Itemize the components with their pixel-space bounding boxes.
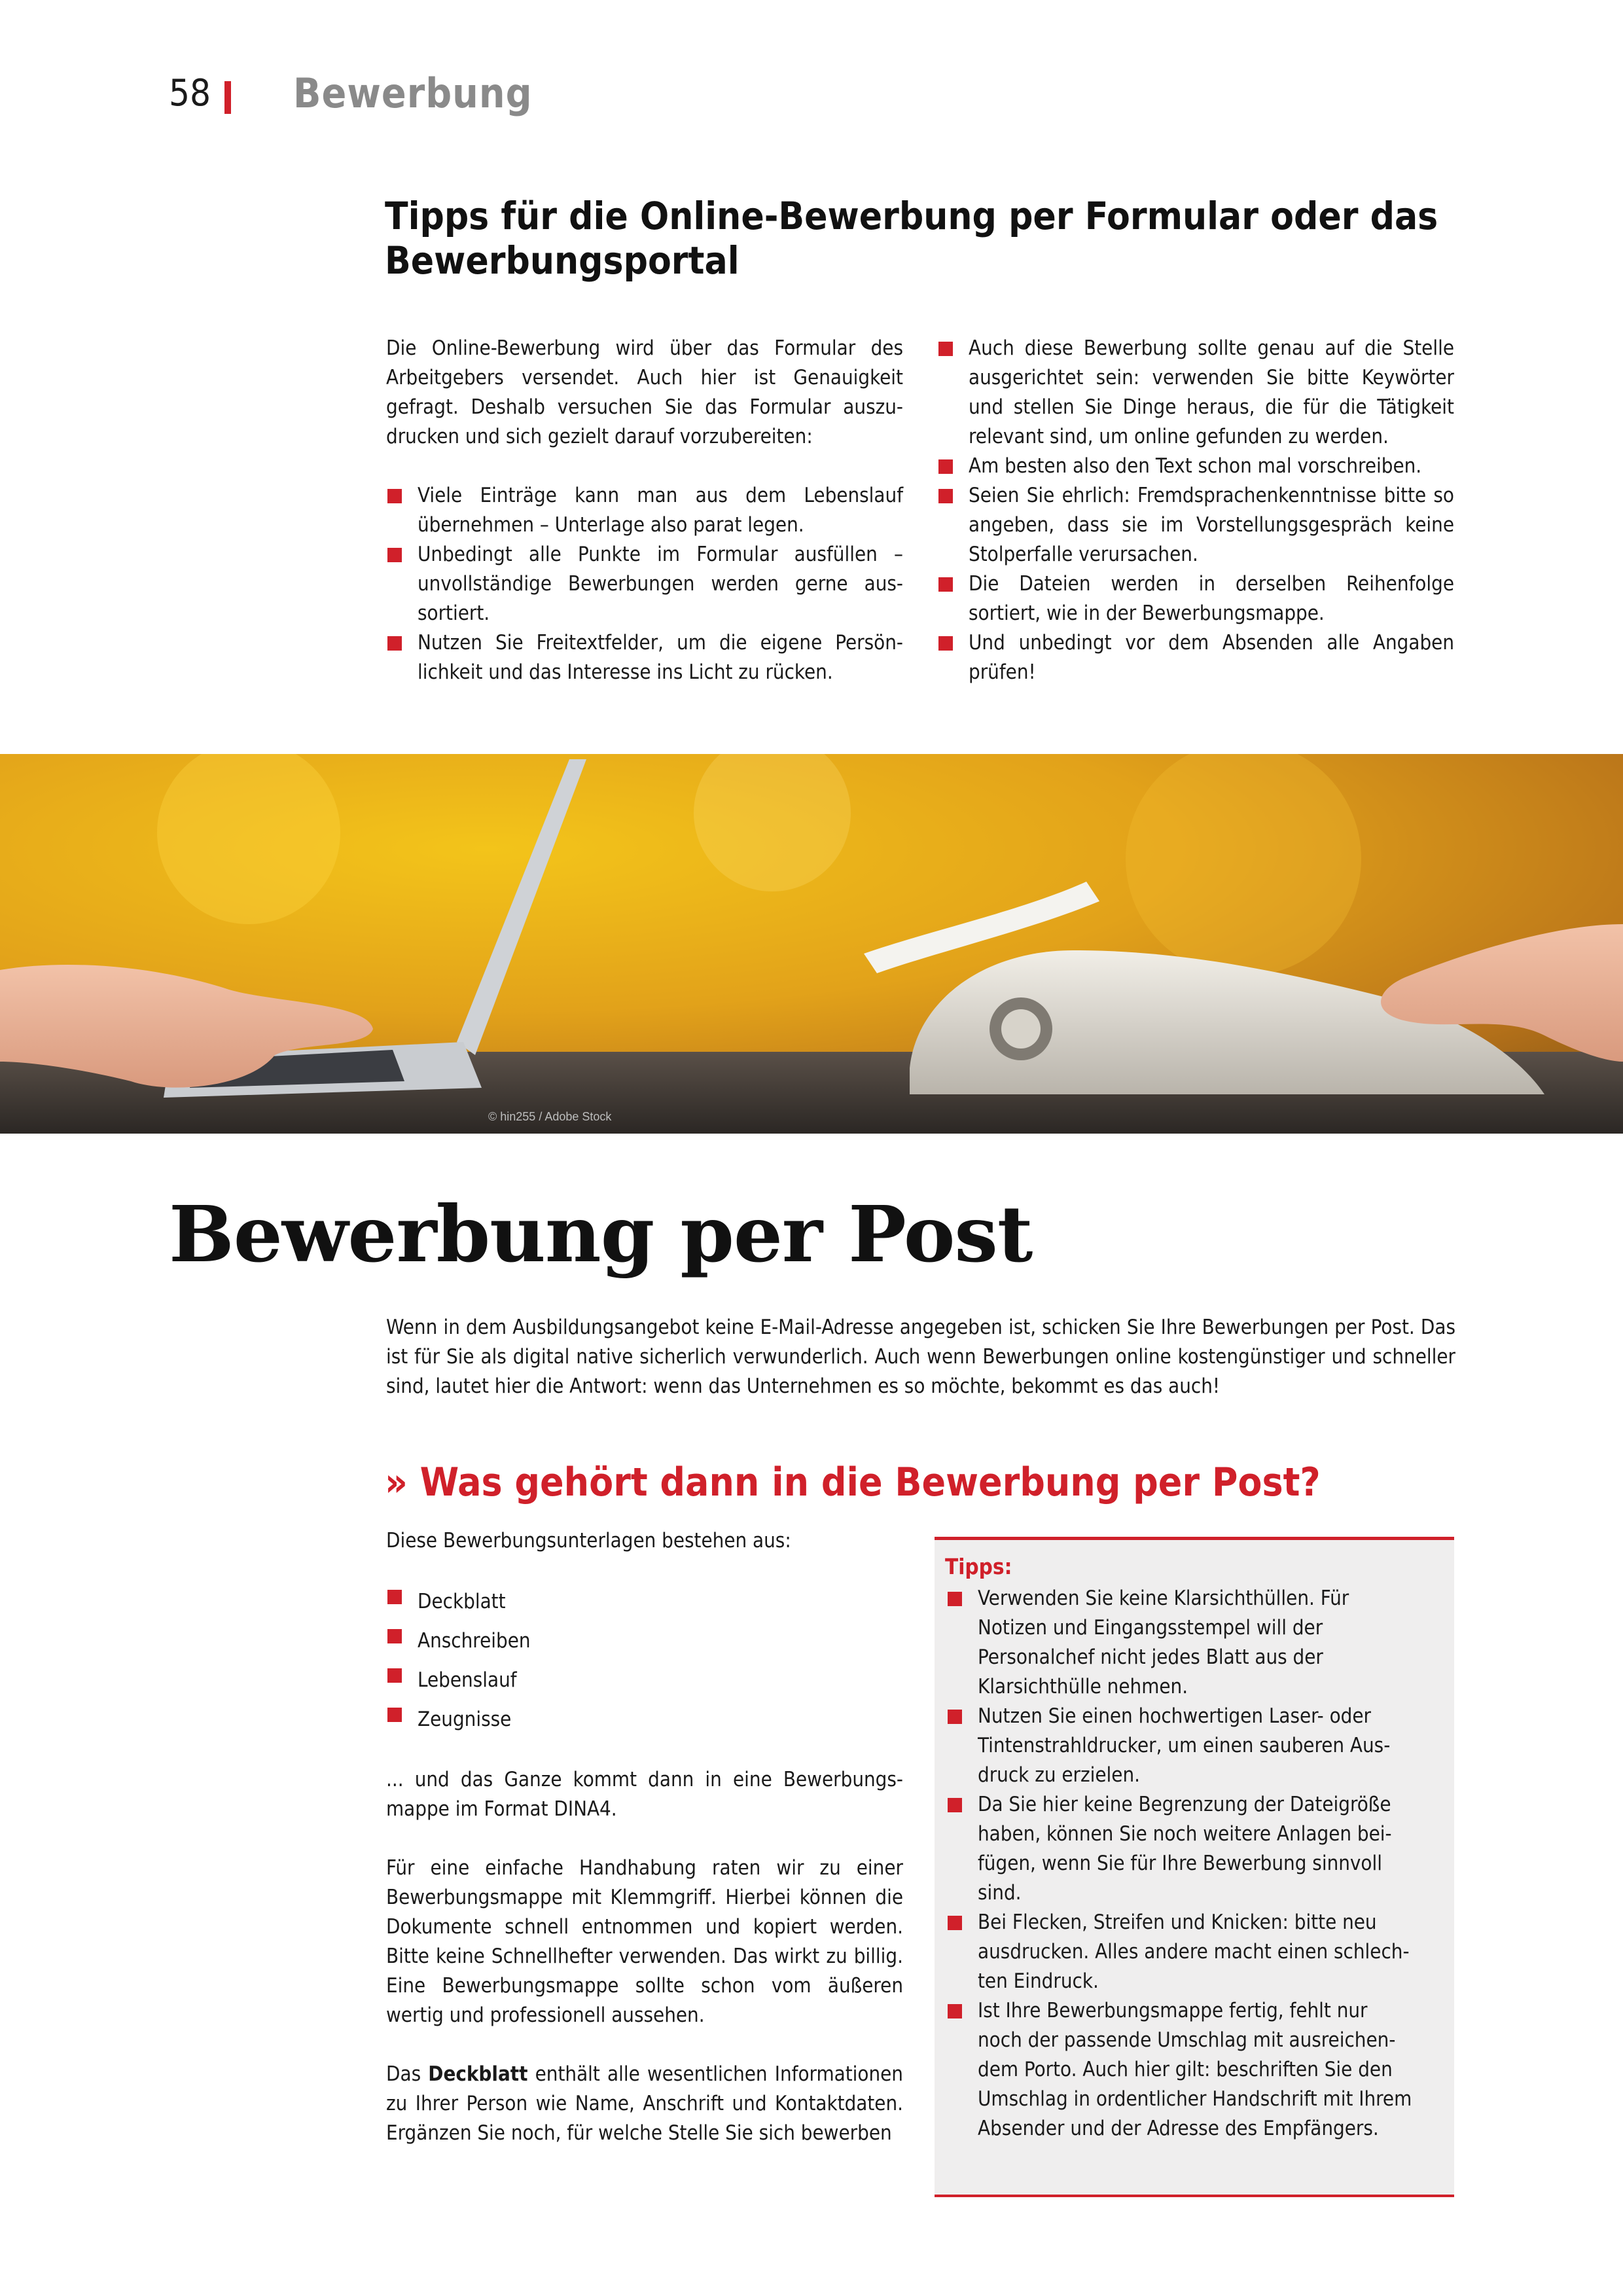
list-item: Verwenden Sie keine Klarsichthüllen. Für Notizen und Eingangsstempel will der Personalchef nicht jedes Blatt aus der Klarsichthülle nehmen. [946,1584,1418,1702]
list-item: Da Sie hier keine Begrenzung der Dateigröße haben, können Sie noch weitere Anlagen beifügen, wenn Sie für Ihre Bewerbung sinnvoll sind. [946,1790,1418,1908]
list-item: Bei Flecken, Streifen und Knicken: bitte neu ausdrucken. Alles andere macht einen schlechten Eindruck. [946,1908,1418,1996]
online-bullets-left [386,481,903,687]
hero-photo-laptop-typewriter [0,754,1623,1134]
post-subtitle: » Was gehört dann in die Bewerbung per Post? [385,1460,1321,1505]
list-item: Seien Sie ehrlich: Fremdsprachenkenntnisse bitte so angeben, dass sie im Vorstellungsgespräch keine Stolperfalle verursachen. [937,481,1454,569]
post-intro: Wenn in dem Ausbildungsangebot keine E-Mail-Adresse angegeben ist, schicken Sie Ihre Bewerbungen per Post. Das ist für Sie als digital native sicherlich verwunderlich. Auch wenn Bewerbungen online kostengünstiger und schneller sind, lautet hier die Antwort: wenn das Unternehmen es so möchte, bekommt es das auch! [386,1316,1455,1398]
list-item: Zeugnisse [386,1700,903,1739]
online-left-column [386,334,903,687]
page-number: 58 [169,72,211,115]
online-bullets-right [937,334,1454,687]
list-item: Am besten also den Text schon mal vorschreiben. [937,452,1454,481]
list-item: Nutzen Sie einen hochwertigen Laser- oder Tintenstrahldrucker, um einen sauberen Ausdruck zu erzielen. [946,1702,1418,1790]
tips-heading: Tipps: [945,1554,1012,1579]
image-credit: © hin255 / Adobe Stock [488,1110,612,1123]
online-tips-title: Tipps für die Online-Bewerbung per Formular oder das Bewerbungsportal [385,194,1438,283]
section-title: Bewerbung [293,69,533,117]
list-item: Nutzen Sie Freitextfelder, um die eigene Persönlichkeit und das Interesse ins Licht zu rücken. [386,628,903,687]
header-divider [224,81,231,114]
list-item: Ist Ihre Bewerbungsmappe fertig, fehlt nur noch der passende Umschlag mit ausreichendem Porto. Auch hier gilt: beschriften Sie den Umschlag in ordentlicher Handschrift mit Ihrem Absender und der Adresse des Empfängers. [946,1996,1418,2144]
online-intro: Die Online-Bewerbung wird über das Formular des Arbeitgebers versendet. Auch hier ist Genauigkeit gefragt. Deshalb versuchen Sie das Formular auszudrucken und sich gezielt darauf vorzubereiten: [386,336,903,448]
post-section-title: Bewerbung per Post [169,1189,1033,1280]
list-item: Die Dateien werden in derselben Reihenfolge sortiert, wie in der Bewerbungsmappe. [937,569,1454,628]
list-item: Deckblatt [386,1582,903,1621]
list-item: Viele Einträge kann man aus dem Lebenslauf übernehmen – Unterlage also parat legen. [386,481,903,540]
klemmgriff-text: Für eine einfache Handhabung raten wir zu einer Bewerbungsmappe mit Klemmgriff. Hierbei können die Dokumente schnell entnommen und kopiert werden. Bitte keine Schnellhefter verwenden. Das wirkt zu billig. Eine Bewerbungsmappe sollte schon vom äußeren wertig und professionell aussehen. [386,1856,903,2027]
list-item: Lebenslauf [386,1660,903,1700]
tips-list-container [946,1584,1418,2144]
list-item: Unbedingt alle Punkte im Formular ausfüllen – unvollständige Bewerbungen werden gerne aussortiert. [386,540,903,628]
post-left-column [386,1526,903,2148]
list-item: Und unbedingt vor dem Absenden alle Angaben prüfen! [937,628,1454,687]
docs-intro: Diese Bewerbungsunterlagen bestehen aus: [386,1529,791,1552]
list-item: Anschreiben [386,1621,903,1660]
deckblatt-text: Das Deckblatt enthält alle wesentlichen Informationen zu Ihrer Person wie Name, Anschrift und Kontaktdaten. Ergänzen Sie noch, für welche Stelle Sie sich bewerben [386,2062,903,2145]
mappe-text: ... und das Ganze kommt dann in eine Bewerbungsmappe im Format DINA4. [386,1768,903,1821]
docs-list [386,1582,903,1739]
online-right-column [937,334,1454,687]
tips-list [946,1584,1418,2144]
deckblatt-bold: Deckblatt [428,2062,528,2086]
list-item: Auch diese Bewerbung sollte genau auf die Stelle ausgerichtet sein: verwenden Sie bitte Keywörter und stellen Sie Dinge heraus, die für die Tätigkeit relevant sind, um online gefunden zu werden. [937,334,1454,452]
